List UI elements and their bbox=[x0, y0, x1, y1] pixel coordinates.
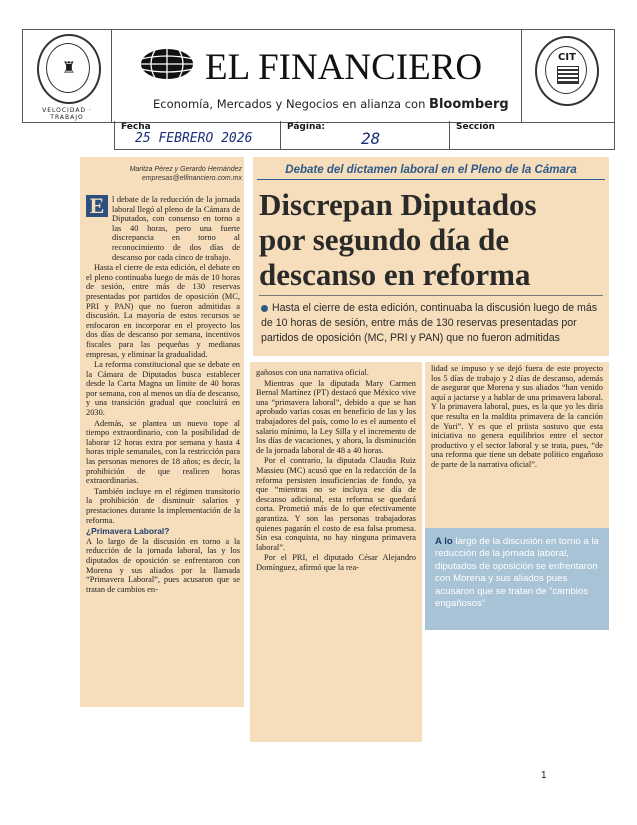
paragraph: lidad se impuso y se dejó fuera de este proyecto los 5 días de trabajo y 2 días de descanso, además de asegurar que Morena y sus aliados “han venido aquí a jactarse y a hablar de una primavera laboral. Y la primavera laboral, pues, es la que yo les diría que resulta en la maldita primavera de la canción de Yuri”. Y es que el priista sostuvo que esta iniciativa no genera equilibrios entre el sector productivo y el sector laboral y se trata, pues, “de una reforma que tiene un debate político engañoso de parte de la narrativa oficial”. bbox=[431, 364, 603, 469]
pull-quote-lead: A lo bbox=[435, 536, 453, 547]
headline-line: descanso en reforma bbox=[259, 257, 531, 292]
paragraph: A lo largo de la discusión en torno a la reducción de la jornada laboral, las y los diputados de oposición se enfrentaron con Morena y sus aliados por la llamada “Primavera Laboral”, pues acusaron que se tratan de cambios en- bbox=[86, 536, 240, 594]
brand-block bbox=[133, 40, 513, 110]
headline bbox=[259, 187, 603, 292]
fecha-cell bbox=[115, 121, 281, 149]
paragraph: Por el PRI, el diputado César Alejandro Domínguez, afirmó que la rea- bbox=[256, 553, 416, 572]
paragraph: También incluye en el régimen transitorio la prohibición de disminuir salarios y prestaciones durante la implementación de la reforma. bbox=[86, 486, 240, 525]
column-2-text bbox=[256, 368, 416, 573]
tagline-text: Economía, Mercados y Negocios en alianza con bbox=[153, 97, 426, 111]
pull-quote bbox=[435, 536, 599, 610]
paragraph: l debate de la reducción de la jornada laboral llegó al pleno de la Cámara de Diputados, con consenso en torno a las 40 horas, pero una fuerte discrepancia en torno al reconocimiento de dos días de descanso por cada cinco de trabajo. bbox=[112, 195, 240, 262]
byline-authors: Maritza Pérez y Gerardo Hernández bbox=[129, 166, 242, 173]
right-seal-mark: CIT bbox=[558, 52, 576, 63]
right-seal-logo bbox=[535, 36, 599, 106]
tagline-partner: Bloomberg bbox=[429, 97, 509, 112]
article-column-3 bbox=[425, 362, 609, 630]
left-seal-caption: VELOCIDAD · TRABAJO bbox=[42, 107, 92, 121]
pull-quote-text: largo de la discusión en torno a la reducción de la jornada laboral, diputados de oposición se enfrentaron con Morena y sus aliados pues acusaron que se tratan de “cambios engañosos” bbox=[435, 536, 599, 610]
headline-rule bbox=[259, 295, 603, 296]
fecha-value: 25 FEBRERO 2026 bbox=[135, 131, 253, 146]
globe-icon bbox=[139, 48, 195, 80]
drop-cap: E bbox=[86, 195, 108, 217]
brand-tagline bbox=[153, 97, 509, 112]
paragraph: La reforma constitucional que se debate en la Cámara de Diputados busca establecer desde la Carta Magna un límite de 40 horas por semana, con al menos un día de descanso, y una transición gradual que concluirá en 2030. bbox=[86, 360, 240, 418]
flag-icon bbox=[557, 66, 579, 84]
seccion-cell bbox=[450, 121, 614, 149]
paragraph: gañosos con una narrativa oficial. bbox=[256, 368, 369, 377]
paragraph: Además, se plantea un nuevo tope al tiempo extraordinario, con la posibilidad de laborar 12 horas extra por semana y hasta 4 horas triple semanales, con la restricción para las personas menores de 18 años; es decir, la prohibición de que realicen horas extraordinarias. bbox=[86, 418, 240, 486]
summary bbox=[261, 301, 605, 346]
seccion-label: Sección bbox=[456, 122, 495, 132]
paragraph: Por el contrario, la diputada Claudia Ruiz Massieu (MC) acusó que en la redacción de la reforma persisten insuficiencias de fondo, ya que “mientras no se incluya ese día de descanso adicional, esta reforma se quedará corta. Prometió más de lo que efectivamente garantiza. Y son las personas trabajadoras quienes pagarán el costo de esa falsa promesa. Sin esa conquista, no hay ninguna primavera laboral”. bbox=[256, 456, 416, 552]
pagina-cell bbox=[281, 121, 450, 149]
article-column-2 bbox=[250, 362, 422, 742]
subheading: ¿Primavera Laboral? bbox=[86, 526, 170, 537]
kicker: Debate del dictamen laboral en el Pleno de la Cámara bbox=[285, 164, 577, 176]
summary-text: Hasta el cierre de esta edición, continuaba la discusión luego de más de 10 horas de sesión, entre más de 130 reservas presentadas por partidos de oposición (MC, PRI y PAN) que no fueron admitidas bbox=[261, 302, 598, 344]
pagina-label: Página: bbox=[287, 122, 326, 132]
paragraph: Hasta el cierre de esta edición, el debate en el pleno continuaba luego de más de 10 horas de sesión, entre más de 130 reservas presentadas por partidos de oposición (MC, PRI y PAN) que no fueron admitidas a discusión. La mayoría de estos recursos se enfocaron en incorporar en el proyecto los dos días de descanso por semana, incentivos fiscales para las pequeñas y medianas empresas, y eliminar la gradualidad. bbox=[86, 263, 240, 359]
metadata-fields bbox=[114, 121, 615, 150]
article-column-1 bbox=[80, 157, 244, 707]
column-3-text bbox=[431, 364, 603, 471]
left-seal-logo bbox=[37, 34, 101, 104]
headline-line: por segundo día de bbox=[259, 222, 510, 257]
fecha-label: Fecha bbox=[121, 122, 151, 132]
paragraph: Mientras que la diputada Mary Carmen Bernal Martínez (PT) destacó que México vive una “primavera laboral”, debido a que se han aprobado varias cosas en beneficio de las y los trabajadores del país, como lo es el aumento el salario mínimo, la Ley Silla y el incremento de los días de vacaciones, y ahora, la disminución de la jornada laboral de 48 a 40 horas. bbox=[256, 378, 416, 455]
header-divider bbox=[521, 30, 522, 122]
byline-email: empresas@elfinanciero.com.mx bbox=[141, 175, 242, 182]
header-frame bbox=[22, 29, 615, 123]
brand-name: EL FINANCIERO bbox=[205, 47, 483, 88]
pull-quote-box bbox=[425, 528, 609, 630]
header-divider bbox=[111, 30, 112, 122]
kicker-rule bbox=[257, 179, 605, 180]
headline-block bbox=[253, 157, 609, 356]
byline bbox=[92, 165, 242, 183]
page-number: 1 bbox=[541, 770, 547, 781]
column-1-text bbox=[86, 195, 240, 595]
bullet-icon bbox=[261, 305, 268, 312]
headline-line: Discrepan Diputados bbox=[259, 187, 537, 222]
pagina-value: 28 bbox=[361, 129, 381, 148]
left-seal-emblem: ♜ bbox=[61, 58, 77, 77]
